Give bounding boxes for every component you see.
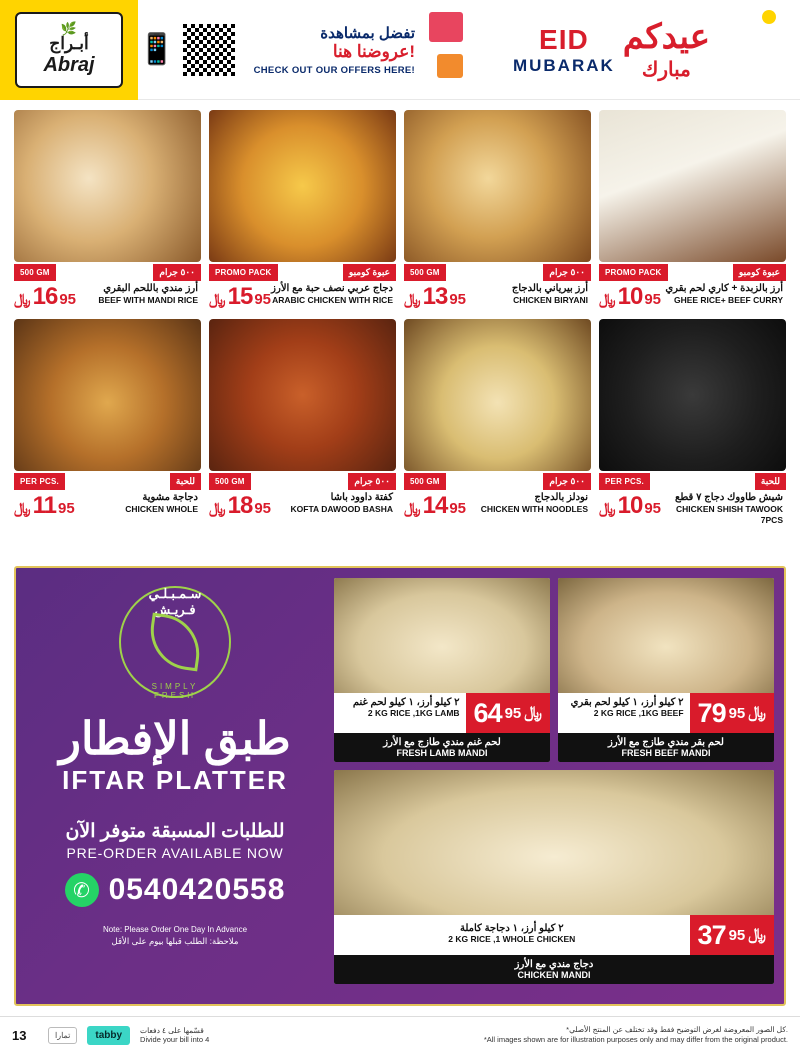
product-image [14,110,201,262]
platter-price [690,693,774,733]
currency-symbol: ﷼ [14,500,31,517]
product-tag-en: PROMO PACK [599,264,668,281]
price-decimal: 95 [728,704,746,722]
product-tag-en: PROMO PACK [209,264,278,281]
disclaimer-ar: *كل الصور المعروضة لغرض التوضيح فقط وقد تختلف عن المنتج الأصلي. [566,1025,788,1034]
platter-price [466,693,550,733]
product-name-ar: أرز مندي باللحم البقري [103,283,198,294]
price-integer: 10 [617,492,643,519]
product-tag-en: PER PCS. [599,473,650,490]
page-footer [0,1016,800,1053]
product-price [404,492,466,520]
currency-symbol: ﷼ [599,500,616,517]
product-grid [14,110,786,526]
tabby-note-ar: قسّمها على ٤ دفعات [140,1026,204,1035]
price-integer: 10 [617,283,643,310]
product-price [599,492,661,520]
price-decimal: 95 [254,500,271,517]
iftar-platter-panel [14,566,786,1006]
offers-callout [238,0,423,99]
platter-weight-ar: ٢ كيلو أرز، ١ دجاجة كاملة [459,923,564,934]
platter-image [334,578,550,693]
price-decimal: 95 [449,291,466,308]
product-tag-ar: عبوة كومبو [733,264,786,281]
product-image [209,319,396,471]
price-decimal: 95 [728,926,746,944]
simply-fresh-english: SIMPLY FRESH [151,682,199,700]
product-name-en: KOFTA DAWOOD BASHA [290,504,393,514]
eid-english-small: MUBARAK [512,55,615,75]
eid-arabic-small: مبارك [641,59,691,81]
platter-items [334,568,784,1004]
order-note-ar: ملاحظة: الطلب قبلها بيوم على الأقل [111,936,239,946]
product-image [404,319,591,471]
platter-weight-en: 2 KG RICE ,1KG LAMB [367,708,460,718]
product-price [209,492,271,520]
currency-symbol: ﷼ [404,291,421,308]
product-price [404,283,466,311]
product-tag-en: 500 GM [14,264,56,281]
platter-label-en: FRESH LAMB MANDI [396,748,488,758]
price-decimal: 95 [57,500,75,517]
disclaimer-en: *All images shown are for illustration purposes only and may differ from the original product. [483,1035,788,1044]
product-name-en: CHICKEN BIRYANI [513,295,588,305]
currency-symbol: ﷼ [599,291,616,308]
product-name-en: BEEF WITH MANDI RICE [98,295,198,305]
price-decimal: 95 [449,500,466,517]
product-name-ar: كفتة داوود باشا [330,492,393,503]
product-image [14,319,201,471]
price-integer: 14 [422,492,448,519]
product-name-ar: دجاجة مشوية [142,492,198,503]
logo-english: Abraj [43,53,95,76]
price-integer: 11 [32,492,56,519]
product-card[interactable] [14,110,201,311]
product-tag-ar: ٥٠٠ جرام [543,473,591,490]
price-decimal: 95 [504,704,522,722]
gift-box-icon-2 [437,54,463,78]
mobile-phone-icon: 📱 [138,33,176,66]
product-name-ar: نودلز بالدجاج [534,492,588,503]
product-name-ar: دجاج عربي نصف حبة مع الأرز [271,283,393,294]
product-name-en: CHICKEN WHOLE [125,504,198,514]
platter-title-en: IFTAR PLATTER [62,765,288,795]
price-decimal: 95 [644,500,661,517]
platter-weight-ar: ٢ كيلو أرز، ١ كيلو لحم بقري [570,697,684,708]
platter-card[interactable] [334,578,550,762]
product-name-en: ARABIC CHICKEN WITH RICE [272,295,393,305]
product-card[interactable] [209,110,396,311]
price-decimal: 95 [59,291,76,308]
currency-symbol: ﷼ [748,704,766,721]
product-price [14,283,76,311]
product-price [599,283,661,311]
page-number: 13 [12,1027,27,1043]
price-integer: 18 [227,492,253,519]
product-image [599,319,786,471]
product-image [209,110,396,262]
currency-symbol: ﷼ [14,291,31,308]
platter-label-ar: دجاج مندي مع الأرز [514,959,594,970]
product-tag-en: PER PCS. [14,473,65,490]
platter-weight-ar: ٢ كيلو أرز، ١ كيلو لحم غنم [352,697,460,708]
phone-number[interactable]: 0540420558 [108,873,286,906]
platter-title-ar: طبق الإفطار [59,713,291,764]
product-card[interactable] [14,319,201,526]
platter-weight-en: 2 KG RICE ,1 WHOLE CHICKEN [448,934,576,944]
price-integer: 64 [473,697,502,728]
product-tag-ar: ٥٠٠ جرام [153,264,201,281]
product-image [404,110,591,262]
price-integer: 13 [422,283,448,310]
logo-arabic: أبـراج [49,33,89,53]
product-tag-ar: للحبة [755,473,786,490]
product-card[interactable] [599,319,786,526]
whatsapp-icon[interactable]: ✆ [65,873,99,907]
product-name-en: GHEE RICE+ BEEF CURRY [673,295,783,305]
product-tag-ar: ٥٠٠ جرام [348,473,396,490]
preorder-text-en: PRE-ORDER AVAILABLE NOW [66,845,284,861]
product-tag-en: 500 GM [404,264,446,281]
platter-card[interactable] [558,578,774,762]
platter-label-en: CHICKEN MANDI [517,970,591,980]
platter-image [334,770,774,915]
product-tag-ar: ٥٠٠ جرام [543,264,591,281]
product-tag-en: 500 GM [209,473,251,490]
currency-symbol: ﷼ [209,500,226,517]
product-name-ar: أرز بيرياني بالدجاج [511,283,588,294]
eid-arabic-big: عيدكم [622,18,711,56]
offers-callout-english: CHECK OUT OUR OFFERS HERE! [253,64,415,76]
platter-label-ar: لحم غنم مندي طازج مع الأرز [383,737,501,748]
preorder-text-ar: للطلبات المسبقة متوفر الآن [65,821,285,842]
eid-banner [423,0,800,99]
qr-code-icon[interactable] [180,21,238,79]
product-name-en: CHICKEN WITH NOODLES [480,504,588,514]
currency-symbol: ﷼ [209,291,226,308]
page-header [0,0,800,100]
price-decimal: 95 [644,291,661,308]
product-name-en: CHICKEN SHISH TAWOOK 7PCS [675,504,783,525]
phone-row[interactable] [26,873,324,907]
simply-fresh-arabic: سـمـبـلـي فـريـش [148,586,202,617]
price-integer: 15 [227,283,253,310]
order-note-en: Note: Please Order One Day In Advance [102,925,248,934]
platter-info [16,568,334,1004]
leaf-circle-logo [146,613,205,672]
platter-label-en: FRESH BEEF MANDI [621,748,711,758]
offers-callout-line1: تفضل بمشاهدة [320,24,415,42]
product-card[interactable] [404,110,591,311]
tabby-note-en: Divide your bill into 4 [140,1035,210,1044]
product-card[interactable] [209,319,396,526]
gift-box-icon [429,12,463,42]
product-name-ar: شيش طاووك دجاج ٧ قطع [675,492,783,503]
price-integer: 79 [697,697,726,728]
product-image [599,110,786,262]
platter-card[interactable] [334,770,774,984]
product-tag-ar: عبوة كومبو [343,264,396,281]
platter-label-ar: لحم بقر مندي طازج مع الأرز [608,737,724,748]
platter-weight-en: 2 KG RICE ,1KG BEEF [593,708,684,718]
tamara-logo: تمارا [48,1027,77,1044]
eid-english-big: EID [539,23,589,55]
offers-callout-line2: عروضنا هنا! [332,41,415,61]
product-card[interactable] [404,319,591,526]
platter-image [558,578,774,693]
product-tag-ar: للحبة [170,473,201,490]
currency-symbol: ﷼ [748,926,766,943]
platter-price [690,915,774,955]
star-icon [762,10,776,24]
product-card[interactable] [599,110,786,311]
price-integer: 37 [697,919,726,950]
price-integer: 16 [32,283,58,310]
qr-section[interactable] [138,0,238,99]
tabby-logo: tabby [87,1026,130,1045]
product-price [209,283,271,311]
price-decimal: 95 [254,291,271,308]
brand-logo [0,0,138,100]
product-tag-en: 500 GM [404,473,446,490]
leaf-icon: 🌿 [60,20,78,36]
currency-symbol: ﷼ [524,704,542,721]
simply-fresh-logo [100,586,250,706]
product-price [14,492,75,520]
currency-symbol: ﷼ [404,500,421,517]
product-name-ar: أرز بالزبدة + كاري لحم بقري [665,283,783,294]
